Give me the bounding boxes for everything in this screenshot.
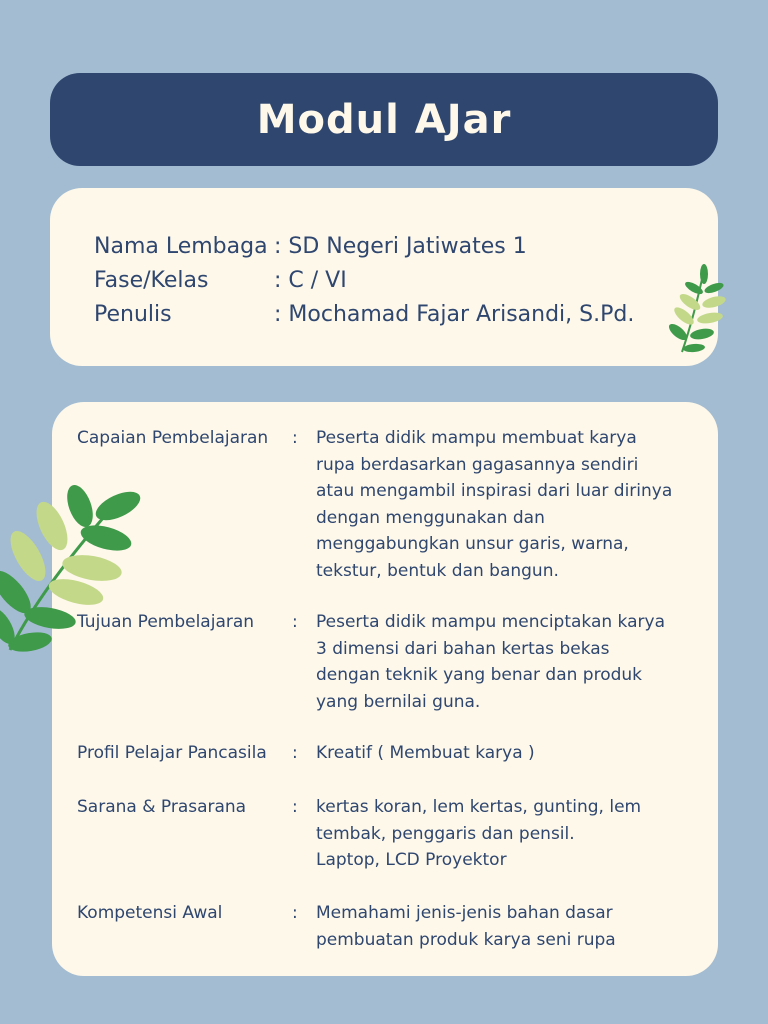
info-card [50,188,718,366]
row-colon: : [292,903,298,923]
info-label: Nama Lembaga [94,234,268,259]
row-line: 3 dimensi dari bahan kertas bekas [316,638,610,659]
info-value: : SD Negeri Jatiwates 1 [274,234,527,259]
row-label: Profil Pelajar Pancasila [77,743,267,763]
row-label: Tujuan Pembelajaran [77,612,255,632]
row-colon: : [292,612,298,632]
row-line: menggabungkan unsur garis, warna, [316,534,629,554]
leaf-branch-left-icon [0,480,150,660]
leaf-branch-right-icon [668,262,730,358]
row-line: Memahami jenis-jenis bahan dasar [316,903,613,923]
row-line: yang bernilai guna. [316,691,481,712]
row-colon: : [292,743,298,763]
info-value: : Mochamad Fajar Arisandi, S.Pd. [274,302,635,327]
row-label: Capaian Pembelajaran [77,428,269,448]
page-title: Modul AJar [256,96,512,143]
info-label: Penulis [94,302,172,327]
row-label: Kompetensi Awal [77,903,223,923]
row-line: tekstur, bentuk dan bangun. [316,560,559,581]
info-value: : C / VI [274,268,347,293]
row-line: kertas koran, lem kertas, gunting, lem [316,797,642,817]
row-colon: : [292,797,298,817]
row-value [316,425,711,584]
row-line: atau mengambil inspirasi dari luar dirinya [316,481,673,501]
info-row-fase [94,268,347,293]
row-line: rupa berdasarkan gagasannya sendiri [316,454,639,475]
row-value [316,740,711,767]
row-colon: : [292,428,298,448]
row-value [316,794,711,874]
row-line: tembak, penggaris dan pensil. [316,823,575,844]
info-label: Fase/Kelas [94,268,209,293]
row-line: Peserta didik mampu membuat karya [316,428,637,448]
content-card [52,402,718,976]
title-banner [50,73,718,166]
row-line: Kreatif ( Membuat karya ) [316,743,535,763]
row-value [316,609,711,715]
row-line: pembuatan produk karya seni rupa [316,929,616,950]
row-line: dengan teknik yang benar dan produk [316,665,643,685]
info-row-penulis [94,302,634,327]
info-row-lembaga [94,234,527,259]
row-line: Peserta didik mampu menciptakan karya [316,612,665,632]
row-line: Laptop, LCD Proyektor [316,850,507,870]
row-line: dengan menggunakan dan [316,507,545,528]
row-value [316,900,711,953]
row-label: Sarana & Prasarana [77,797,247,817]
